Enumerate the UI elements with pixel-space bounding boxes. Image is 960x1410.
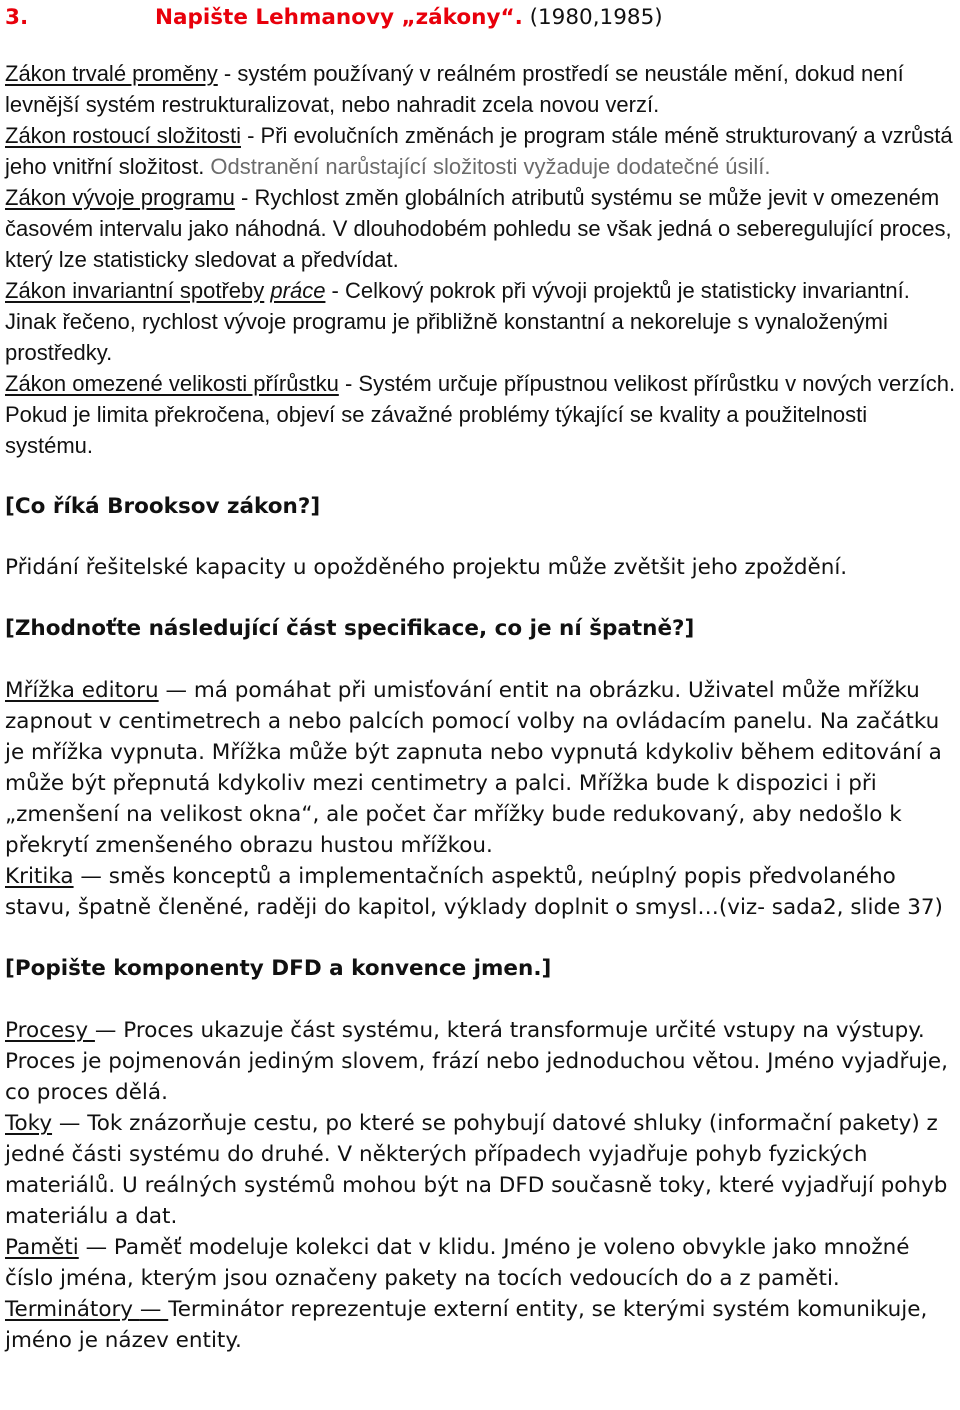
critique-term: Kritika bbox=[5, 864, 74, 889]
dfd-text: Proces ukazuje část systému, která transformuje určité vstupy na výstupy. Proces je pojmenován jediným slovem, frází nebo jednoduchou větou. Jméno vyjadřuje, co proces dělá. bbox=[5, 1018, 948, 1105]
dfd-term: Procesy bbox=[5, 1018, 95, 1043]
law-paragraph bbox=[5, 120, 960, 182]
question-heading bbox=[5, 2, 960, 33]
dfd-section bbox=[5, 1015, 960, 1356]
question-title: Napište Lehmanovy „zákony“. bbox=[155, 5, 523, 30]
law-separator: - bbox=[240, 123, 261, 148]
law-name: Zákon vývoje programu bbox=[5, 185, 235, 210]
document-page bbox=[0, 2, 960, 1410]
specification-section bbox=[5, 675, 960, 923]
spec-term: Mřížka editoru bbox=[5, 678, 159, 703]
question-brooks: [Co říká Brooksov zákon?] bbox=[5, 494, 321, 519]
dfd-dash: — bbox=[94, 1018, 124, 1043]
dfd-term: Toky bbox=[5, 1111, 53, 1136]
dfd-text: Paměť modeluje kolekci dat v klidu. Jméno je voleno obvykle jako množné číslo jména, kterým jsou označeny pakety na tocích vedoucích do a z paměti. bbox=[5, 1235, 910, 1291]
dfd-dash: — bbox=[78, 1235, 114, 1260]
law-text: systém používaný v reálném prostředí se neustále mění, dokud není levnější systém restrukturalizovat, nebo nahradit zcela novou verzí. bbox=[5, 61, 904, 117]
dfd-dash: — bbox=[52, 1111, 88, 1136]
spec-paragraph bbox=[5, 675, 960, 861]
dfd-dash: — bbox=[139, 1297, 169, 1322]
law-name: Zákon rostoucí složitosti bbox=[5, 123, 241, 148]
law-paragraph bbox=[5, 275, 960, 368]
question-dfd: [Popište komponenty DFD a konvence jmen.] bbox=[5, 956, 552, 981]
law-name: Zákon omezené velikosti přírůstku bbox=[5, 371, 339, 396]
law-separator: - bbox=[338, 371, 359, 396]
critique-dash: — bbox=[73, 864, 109, 889]
question-specification: [Zhodnoťte následující část specifikace, co je ní špatně?] bbox=[5, 616, 695, 641]
lehman-laws bbox=[5, 58, 960, 461]
spec-text: má pomáhat při umisťování entit na obrázku. Uživatel může mřížku zapnout v centimetrech a nebo palcích pomocí volby na ovládacím panelu. Na začátku je mřížka vypnuta. Mřížka může být zapnuta nebo vypnutá kdykoliv během editování a může být přepnutá kdykoliv mezi centimetry a palci. Mřížka bude k dispozici i při „zmenšení na velikost okna“, ale počet čar mřížky bude redukovaný, aby nedošlo k překrytí zmenšeného obrazu hustou mřížkou. bbox=[5, 678, 942, 858]
law-name-italic: práce bbox=[270, 278, 326, 303]
dfd-text: Tok znázorňuje cestu, po které se pohybují datové shluky (informační pakety) z jedné části systému do druhé. V některých případech vyjadřuje pohyb fyzických materiálů. U reálných systémů mohou být na DFD současně toky, které vyjadřují pohyb materiálu a dat. bbox=[5, 1111, 948, 1229]
law-paragraph bbox=[5, 58, 960, 120]
dfd-text: Terminátor reprezentuje externí entity, se kterými systém komunikuje, jméno je název entity. bbox=[5, 1297, 928, 1353]
dfd-term: Paměti bbox=[5, 1235, 79, 1260]
dfd-paragraph bbox=[5, 1108, 960, 1232]
law-text: Rychlost změn globálních atributů systému se může jevit v omezeném časovém intervalu jako náhodná. V dlouhodobém pohledu se však jedná o seberegulující proces, který lze statisticky sledovat a předvídat. bbox=[5, 185, 952, 272]
law-paragraph bbox=[5, 368, 960, 461]
dfd-paragraph bbox=[5, 1232, 960, 1294]
law-text: Systém určuje přípustnou velikost přírůstku v nových verzích. Pokud je limita překročena, objeví se závažné problémy týkající se kvality a použitelnosti systému. bbox=[5, 371, 956, 458]
law-name: Zákon trvalé proměny bbox=[5, 61, 218, 86]
law-text-grey: Odstranění narůstající složitosti vyžaduje dodatečné úsilí. bbox=[204, 154, 771, 179]
law-separator: - bbox=[325, 278, 345, 303]
dfd-paragraph bbox=[5, 1294, 960, 1356]
law-text: Celkový pokrok při vývoji projektů je statisticky invariantní. Jinak řečeno, rychlost vývoje programu je přibližně konstantní a nekoreluje s vynaloženými prostředky. bbox=[5, 278, 910, 365]
law-paragraph bbox=[5, 182, 960, 275]
dfd-term: Terminátory bbox=[5, 1297, 140, 1322]
law-separator: - bbox=[217, 61, 238, 86]
spec-dash: — bbox=[158, 678, 194, 703]
question-number: 3. bbox=[5, 5, 29, 30]
law-name: Zákon invariantní spotřeby bbox=[5, 278, 265, 303]
critique-text: směs konceptů a implementačních aspektů, neúplný popis předvolaného stavu, špatně členěné, raději do kapitol, výklady doplnit o smysl…(viz- sada2, slide 37) bbox=[5, 864, 943, 920]
law-separator: - bbox=[234, 185, 255, 210]
dfd-paragraph bbox=[5, 1015, 960, 1108]
critique-paragraph bbox=[5, 861, 960, 923]
question-years: (1980,1985) bbox=[529, 5, 663, 30]
law-text: Při evolučních změnách je program stále méně strukturovaný a vzrůstá jeho vnitřní složitost. bbox=[5, 123, 953, 179]
answer-brooks: Přidání řešitelské kapacity u opožděného projektu může zvětšit jeho zpoždění. bbox=[5, 555, 848, 580]
